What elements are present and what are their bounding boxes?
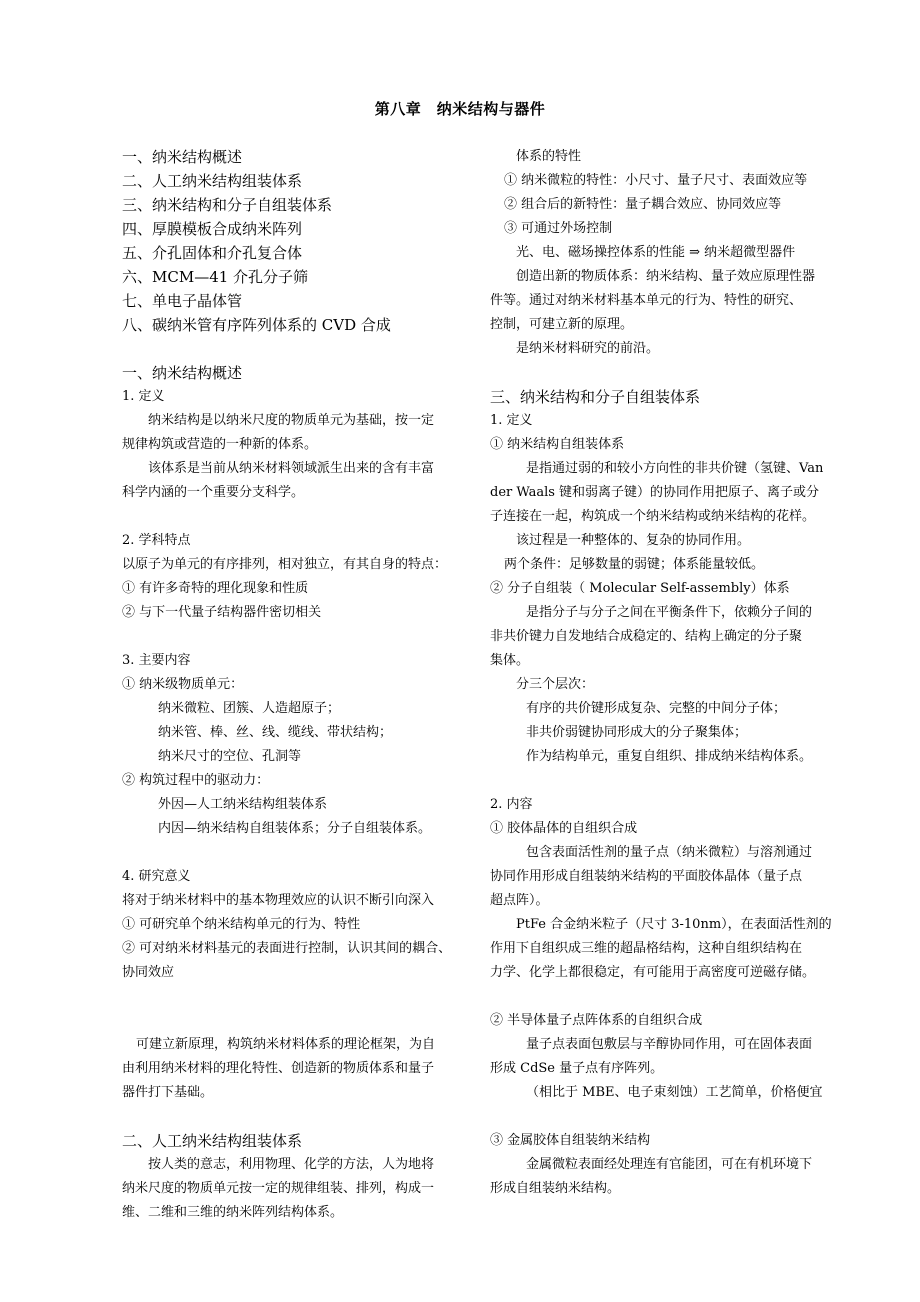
section-heading: 三、纳米结构和分子自组装体系 (490, 388, 701, 406)
text-line: ① 纳米级物质单元： (122, 677, 244, 692)
text-line: 子连接在一起，构筑成一个纳米结构或纳米结构的花样。 (490, 509, 816, 524)
text-line: 1. 定义 (490, 413, 533, 428)
paragraph-spacer (122, 505, 467, 529)
paragraph-spacer (490, 985, 840, 1009)
text-line: 超点阵）。 (490, 893, 549, 908)
text-line: 量子点表面包敷层与辛醇协同作用，可在固体表面 (526, 1037, 813, 1052)
page-title: 第八章 纳米结构与器件 (374, 100, 546, 118)
section-heading: 一、纳米结构概述 (122, 148, 243, 166)
section-heading: 四、厚膜模板合成纳米阵列 (122, 220, 303, 238)
text-line: 包含表面活性剂的量子点（纳米微粒）与溶剂通过 (526, 845, 813, 860)
section-heading: 三、纳米结构和分子自组装体系 (122, 196, 333, 214)
text-line: 力学、化学上都很稳定，有可能用于高密度可逆磁存储。 (490, 965, 816, 980)
right-column (490, 145, 840, 1201)
paragraph-spacer (122, 625, 467, 649)
text-line: 科学内涵的一个重要分支科学。 (122, 485, 305, 500)
text-line: 纳米管、棒、丝、线、缆线、带状结构； (158, 725, 393, 740)
paragraph-spacer (122, 841, 467, 865)
paragraph-spacer (122, 1009, 467, 1033)
paragraph-spacer (490, 361, 840, 385)
text-line: 2. 学科特点 (122, 533, 191, 548)
text-line: 将对于纳米材料中的基本物理效应的认识不断引向深入 (122, 893, 435, 908)
section-heading: 七、单电子晶体管 (122, 292, 243, 310)
text-line: 纳米结构是以纳米尺度的物质单元为基础，按一定 (148, 413, 435, 428)
paragraph-spacer (490, 1105, 840, 1129)
text-line: 集体。 (490, 653, 530, 668)
text-line: 非共价键力自发地结合成稳定的、结构上确定的分子聚 (490, 629, 803, 644)
text-line: 该过程是一种整体的、复杂的协同作用。 (516, 533, 751, 548)
text-line: PtFe 合金纳米粒子（尺寸 3-10nm），在表面活性剂的 (516, 917, 832, 932)
text-line: 4. 研究意义 (122, 869, 191, 884)
text-line: 纳米尺度的物质单元按一定的规律组装、排列，构成一 (122, 1181, 435, 1196)
text-line: ③ 金属胶体自组装纳米结构 (490, 1133, 651, 1148)
section-heading: 五、介孔固体和介孔复合体 (122, 244, 303, 262)
text-line: 1. 定义 (122, 389, 165, 404)
text-line: 件等。通过对纳米材料基本单元的行为、特性的研究、 (490, 293, 803, 308)
text-line: ② 可对纳米材料基元的表面进行控制，认识其间的耦合、 (122, 941, 452, 956)
section-heading: 八、碳纳米管有序阵列体系的 CVD 合成 (122, 316, 391, 334)
text-line: 外因—人工纳米结构组装体系 (158, 797, 328, 812)
text-line: ① 纳米结构自组装体系 (490, 437, 625, 452)
text-line: ① 胶体晶体的自组织合成 (490, 821, 638, 836)
paragraph-spacer (490, 769, 840, 793)
text-line: der Waals 键和弱离子键）的协同作用把原子、离子或分 (490, 485, 820, 500)
section-heading: 一、纳米结构概述 (122, 364, 243, 382)
left-column (122, 145, 467, 1225)
paragraph-spacer (122, 337, 467, 361)
section-heading: 二、人工纳米结构组装体系 (122, 172, 303, 190)
text-line: 内因—纳米结构自组装体系；分子自组装体系。 (158, 821, 432, 836)
text-line: 光、电、磁场操控体系的性能 ⇒ 纳米超微型器件 (516, 245, 796, 260)
paragraph-spacer (122, 985, 467, 1009)
text-line: 该体系是当前从纳米材料领域派生出来的含有丰富 (148, 461, 435, 476)
text-line: 形成 CdSe 量子点有序阵列。 (490, 1061, 664, 1076)
text-line: ② 与下一代量子结构器件密切相关 (122, 605, 322, 620)
text-line: ① 有许多奇特的理化现象和性质 (122, 581, 309, 596)
text-line: 可建立新原理，构筑纳米材料体系的理论框架，为自 (136, 1037, 436, 1052)
text-line: ① 纳米微粒的特性：小尺寸、量子尺寸、表面效应等 (504, 173, 808, 188)
text-line: 2. 内容 (490, 797, 533, 812)
text-line: 有序的共价键形成复杂、完整的中间分子体； (526, 701, 787, 716)
text-line: 规律构筑或营造的一种新的体系。 (122, 437, 318, 452)
text-line: 金属微粒表面经处理连有官能团，可在有机环境下 (526, 1157, 813, 1172)
text-line: ② 分子自组装（ Molecular Self-assembly）体系 (490, 581, 790, 596)
text-line: 体系的特性 (516, 149, 582, 164)
text-line: 维、二维和三维的纳米阵列结构体系。 (122, 1205, 344, 1220)
text-line: 作为结构单元，重复自组织、排成纳米结构体系。 (526, 749, 813, 764)
text-line: 是指通过弱的和较小方向性的非共价键（氢键、Van (526, 461, 824, 476)
text-line: 器件打下基础。 (122, 1085, 214, 1100)
text-line: 形成自组装纳米结构。 (490, 1181, 621, 1196)
text-line: 作用下自组织成三维的超晶格结构，这种自组织结构在 (490, 941, 803, 956)
text-line: 纳米微粒、团簇、人造超原子； (158, 701, 341, 716)
text-line: 协同效应 (122, 965, 175, 980)
text-line: 是指分子与分子之间在平衡条件下，依赖分子间的 (526, 605, 813, 620)
text-line: 由利用纳米材料的理化特性、创造新的物质体系和量子 (122, 1061, 435, 1076)
section-heading: 二、人工纳米结构组装体系 (122, 1132, 303, 1150)
text-line: 是纳米材料研究的前沿。 (516, 341, 660, 356)
text-line: （相比于 MBE、电子束刻蚀）工艺简单，价格便宜 (526, 1085, 823, 1100)
text-line: ② 组合后的新特性：量子耦合效应、协同效应等 (504, 197, 782, 212)
text-line: 两个条件：足够数量的弱键；体系能量较低。 (504, 557, 765, 572)
paragraph-spacer (122, 1105, 467, 1129)
text-line: ② 半导体量子点阵体系的自组织合成 (490, 1013, 703, 1028)
text-line: 按人类的意志，利用物理、化学的方法，人为地将 (148, 1157, 435, 1172)
text-line: 纳米尺寸的空位、孔洞等 (158, 749, 302, 764)
text-line: 协同作用形成自组装纳米结构的平面胶体晶体（量子点 (490, 869, 803, 884)
text-line: 非共价弱键协同形成大的分子聚集体； (526, 725, 748, 740)
text-line: ① 可研究单个纳米结构单元的行为、特性 (122, 917, 361, 932)
section-heading: 六、MCM—41 介孔分子筛 (122, 268, 309, 286)
text-line: 创造出新的物质体系：纳米结构、量子效应原理性器 (516, 269, 816, 284)
text-line: 控制，可建立新的原理。 (490, 317, 634, 332)
text-line: ③ 可通过外场控制 (504, 221, 613, 236)
text-line: ② 构筑过程中的驱动力： (122, 773, 270, 788)
text-line: 分三个层次： (516, 677, 595, 692)
text-line: 3. 主要内容 (122, 653, 191, 668)
text-line: 以原子为单元的有序排列，相对独立，有其自身的特点： (122, 557, 448, 572)
